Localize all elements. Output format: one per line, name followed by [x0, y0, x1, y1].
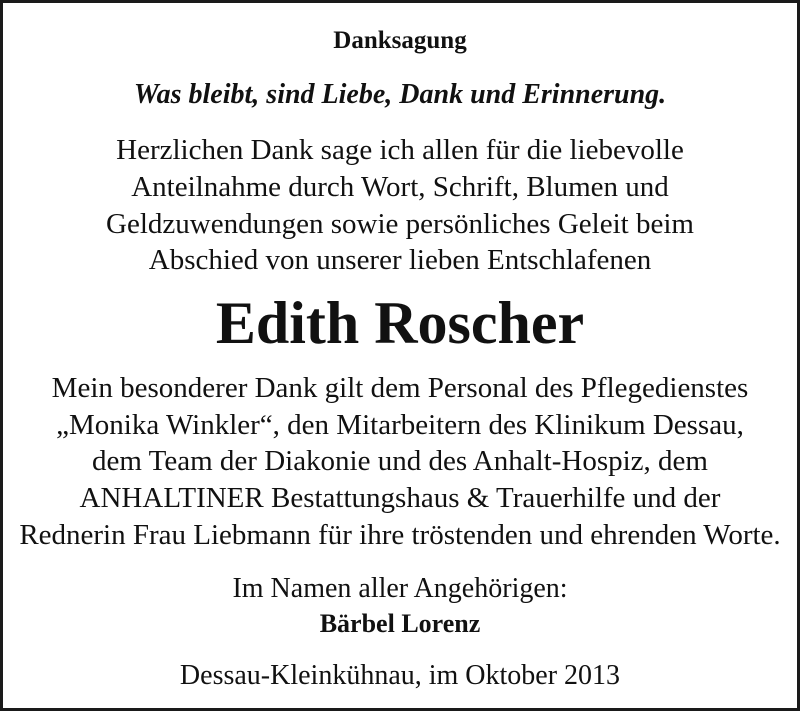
thanks-line: ANHALTINER Bestattungshaus & Trauerhilfe und der [79, 482, 721, 514]
deceased-name: Edith Roscher [215, 290, 585, 356]
signature-name: Bärbel Lorenz [319, 609, 481, 638]
intro-line: Herzlichen Dank sage ich allen für die liebevolle [116, 134, 684, 166]
notice-heading: Danksagung [333, 27, 467, 54]
intro-line: Anteilnahme durch Wort, Schrift, Blumen und [131, 171, 669, 203]
intro-line: Abschied von unserer lieben Entschlafenen [148, 244, 652, 276]
thanks-line: Rednerin Frau Liebmann für ihre tröstenden und ehrenden Worte. [19, 519, 781, 551]
thanks-line: dem Team der Diakonie und des Anhalt-Hospiz, dem [92, 445, 708, 477]
notice-motto: Was bleibt, sind Liebe, Dank und Erinnerung. [133, 79, 667, 110]
place-and-date: Dessau-Kleinkühnau, im Oktober 2013 [179, 660, 621, 691]
thanks-line: Mein besonderer Dank gilt dem Personal des Pflegedienstes [51, 372, 749, 404]
intro-line: Geldzuwendungen sowie persönliches Geleit beim [106, 208, 694, 240]
thanks-line: „Monika Winkler“, den Mitarbeitern des Klinikum Dessau, [56, 409, 744, 441]
signature-label: Im Namen aller Angehörigen: [232, 573, 568, 604]
